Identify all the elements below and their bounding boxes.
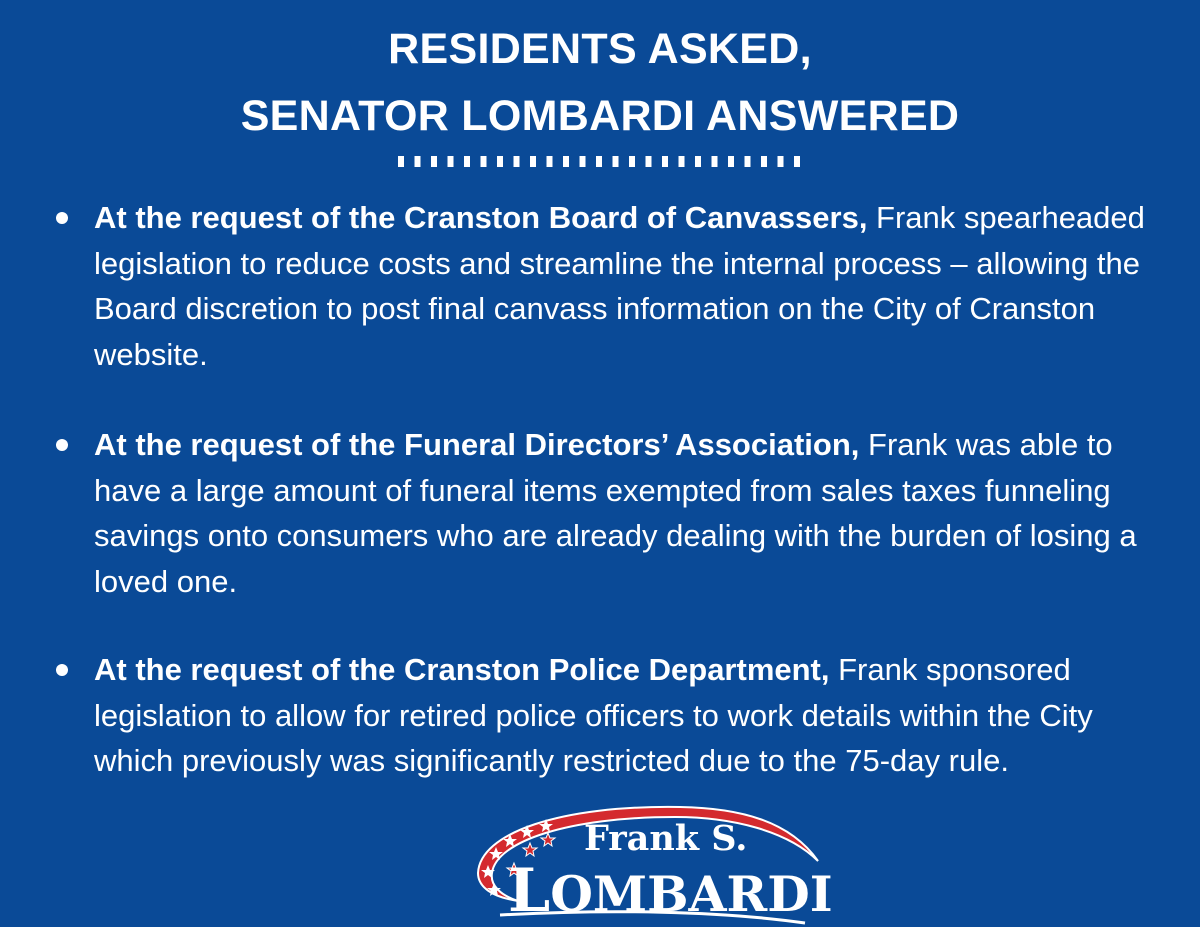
list-item-text (94, 422, 1166, 604)
list-item-lead: At the request of the Cranston Police Department, (94, 652, 830, 687)
bullet-icon (56, 212, 68, 224)
logo-last-rest: OMBARDI (550, 865, 833, 923)
list-item-text (94, 195, 1166, 377)
list-item-lead: At the request of the Cranston Board of Canvassers, (94, 200, 868, 235)
bullet-icon (56, 439, 68, 451)
list-item-text (94, 647, 1166, 784)
bullet-icon (56, 664, 68, 676)
logo-first-name: Frank S. (584, 818, 748, 859)
logo-last-name (508, 856, 833, 926)
list-item-body: Frank was able to have a large amount of funeral items exempted from sales taxes funneling savings onto consumers who are already dealing with the burden of losing a loved one. (94, 427, 1137, 599)
list-item-body: Frank spearheaded legislation to reduce costs and streamline the internal process – allowing the Board discretion to post final canvass information on the City of Cranston website. (94, 200, 1145, 372)
headline-line-1: RESIDENTS ASKED, (388, 25, 812, 73)
list-item-body: Frank sponsored legislation to allow for retired police officers to work details within the City which previously was significantly restricted due to the 75-day rule. (94, 652, 1093, 778)
list-item-lead: At the request of the Funeral Directors’ Association, (94, 427, 860, 462)
headline-line-2: SENATOR LOMBARDI ANSWERED (240, 92, 960, 140)
dotted-divider (398, 156, 802, 167)
logo-last-initial: L (508, 856, 551, 926)
lombardi-logo (470, 803, 833, 927)
